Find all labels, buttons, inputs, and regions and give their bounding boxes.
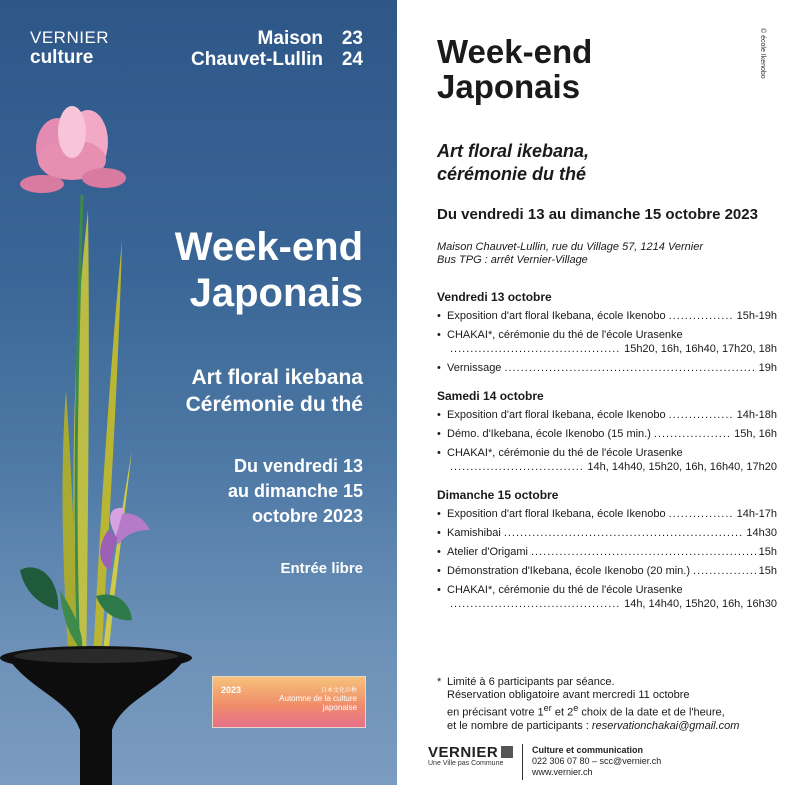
day-heading: Samedi 14 octobre — [437, 389, 544, 403]
list-item — [437, 583, 777, 611]
note-sup1: er — [543, 703, 552, 713]
event-label: CHAKAI*, cérémonie du thé de l'école Urasenke — [447, 584, 683, 596]
photo-credit: © école Ikenobo — [759, 28, 766, 79]
address-line2: Bus TPG : arrêt Vernier-Village — [437, 254, 588, 266]
poster-panel — [0, 0, 397, 785]
event-time: 15h — [758, 565, 777, 577]
event-label: CHAKAI*, cérémonie du thé de l'école Urasenke — [447, 447, 683, 459]
badge-japanese: 日本文化の秋 — [320, 688, 357, 694]
bullet-icon: • — [437, 310, 441, 322]
note-line2: Réservation obligatoire avant mercredi 11 octobre — [447, 689, 690, 701]
event-time: 15h-19h — [736, 310, 777, 322]
poster-date-line2: au dimanche 15 — [227, 481, 363, 501]
bullet-icon: • — [437, 584, 441, 596]
venue-line1: Maison — [257, 28, 323, 49]
autumn-culture-badge — [212, 676, 366, 728]
document-subtitle — [437, 140, 589, 186]
note-line4-text: et le nombre de participants : — [447, 719, 589, 732]
poster-title — [175, 224, 363, 316]
reservation-email-link[interactable]: reservationchakai@gmail.com — [591, 719, 740, 732]
poster-date — [228, 454, 363, 529]
event-label: CHAKAI*, cérémonie du thé de l'école Urasenke — [447, 329, 683, 341]
bullet-icon: • — [437, 329, 441, 341]
event-address — [437, 241, 703, 267]
note-asterisk: * — [437, 676, 442, 688]
event-label: Exposition d'art floral Ikebana, école Ikenobo — [447, 508, 666, 520]
season-year-bottom: 24 — [341, 49, 363, 70]
day-saturday — [437, 389, 777, 474]
bullet-icon: • — [437, 428, 441, 440]
list-item — [437, 526, 777, 540]
schedule — [437, 284, 777, 616]
event-label: Démonstration d'Ikebana, école Ikenobo (20 min.) — [447, 565, 691, 577]
event-label: Exposition d'art floral Ikebana, école Ikenobo — [447, 409, 666, 421]
poster-date-line1: Du vendredi 13 — [233, 456, 363, 476]
list-item — [437, 309, 777, 323]
season-year-top: 23 — [341, 28, 363, 49]
note-line4 — [437, 720, 777, 733]
event-label: Exposition d'art floral Ikebana, école Ikenobo — [447, 310, 666, 322]
vernier-culture-logo — [30, 28, 109, 68]
list-item — [437, 564, 777, 578]
note-line3-b: et 2 — [551, 706, 574, 719]
footer-contact — [532, 745, 661, 778]
footer-divider — [522, 744, 523, 780]
event-time: 14h-17h — [736, 508, 777, 520]
logo-square-icon — [501, 746, 513, 758]
ikebana-illustration-icon — [0, 90, 240, 785]
day-sunday — [437, 488, 777, 611]
bullet-icon: • — [437, 409, 441, 421]
brand-line2: culture — [30, 47, 94, 68]
note-line1: Limité à 6 participants par séance. — [447, 676, 615, 688]
event-time: 14h-18h — [736, 409, 777, 421]
footer-department: Culture et communication — [532, 745, 644, 755]
badge-year: 2023 — [221, 685, 242, 695]
list-item — [437, 361, 777, 375]
venue-line2: Chauvet-Lullin — [191, 49, 323, 70]
bullet-icon: • — [437, 527, 441, 539]
event-time: 14h, 14h40, 15h20, 16h, 16h30 — [624, 598, 777, 610]
list-item — [437, 328, 777, 356]
bullet-icon: • — [437, 565, 441, 577]
list-item — [437, 427, 777, 441]
brand-line1: VERNIER — [30, 28, 110, 47]
footer-website-link[interactable]: www.vernier.ch — [532, 767, 593, 777]
event-label: Vernissage — [447, 362, 502, 374]
day-heading: Dimanche 15 octobre — [437, 488, 559, 502]
footer-logo-word: VERNIER — [428, 744, 499, 761]
poster-title-line1: Week-end — [174, 225, 363, 269]
day-heading: Vendredi 13 octobre — [437, 290, 552, 304]
poster-subtitle-line2: Cérémonie du thé — [185, 393, 363, 416]
footer-tagline: Une Ville pas Commune — [428, 760, 504, 767]
poster-title-line2: Japonais — [189, 271, 363, 315]
vernier-logo — [428, 744, 513, 767]
poster-subtitle-line1: Art floral ikebana — [191, 366, 363, 389]
poster-date-line3: octobre 2023 — [251, 506, 363, 526]
bullet-icon: • — [437, 508, 441, 520]
address-line1: Maison Chauvet-Lullin, rue du Village 57, 1214 Vernier — [437, 241, 703, 253]
event-time: 14h30 — [746, 527, 777, 539]
bullet-icon: • — [437, 447, 441, 459]
reservation-note — [437, 676, 777, 733]
list-item — [437, 545, 777, 559]
event-label: Kamishibai — [447, 527, 501, 539]
badge-text — [279, 694, 357, 712]
list-item — [437, 408, 777, 422]
note-sup2: e — [573, 703, 579, 713]
list-item — [437, 446, 777, 474]
bullet-icon: • — [437, 362, 441, 374]
free-entry-label: Entrée libre — [280, 560, 363, 577]
footer-phone-email[interactable]: 022 306 07 80 – scc@vernier.ch — [532, 756, 662, 766]
document-title-line1: Week-end — [437, 33, 593, 70]
event-date-range: Du vendredi 13 au dimanche 15 octobre 2023 — [437, 206, 758, 223]
event-time: 15h — [758, 546, 777, 558]
note-line3-c: choix de la date et de l'heure, — [578, 706, 725, 719]
document-title — [437, 34, 592, 104]
document-subtitle-line2: cérémonie du thé — [437, 164, 587, 184]
event-time: 19h — [758, 362, 777, 374]
badge-line1: Automne de la culture — [279, 694, 357, 703]
list-item — [437, 507, 777, 521]
poster-subtitle — [186, 364, 363, 418]
bullet-icon: • — [437, 546, 441, 558]
document-title-line2: Japonais — [437, 68, 581, 105]
note-line3 — [437, 702, 777, 720]
event-time: 14h, 14h40, 15h20, 16h, 16h40, 17h20 — [587, 461, 777, 473]
lotus-icon — [20, 106, 126, 193]
event-label: Démo. d'Ikebana, école Ikenobo (15 min.) — [447, 428, 651, 440]
event-label: Atelier d'Origami — [447, 546, 528, 558]
document-subtitle-line1: Art floral ikebana, — [437, 141, 590, 161]
day-friday — [437, 290, 777, 375]
venue-header — [191, 28, 363, 70]
badge-line2: japonaise — [322, 703, 357, 712]
note-line3-a: en précisant votre 1 — [447, 706, 544, 719]
event-time: 15h, 16h — [734, 428, 777, 440]
event-time: 15h20, 16h, 16h40, 17h20, 18h — [624, 343, 777, 355]
